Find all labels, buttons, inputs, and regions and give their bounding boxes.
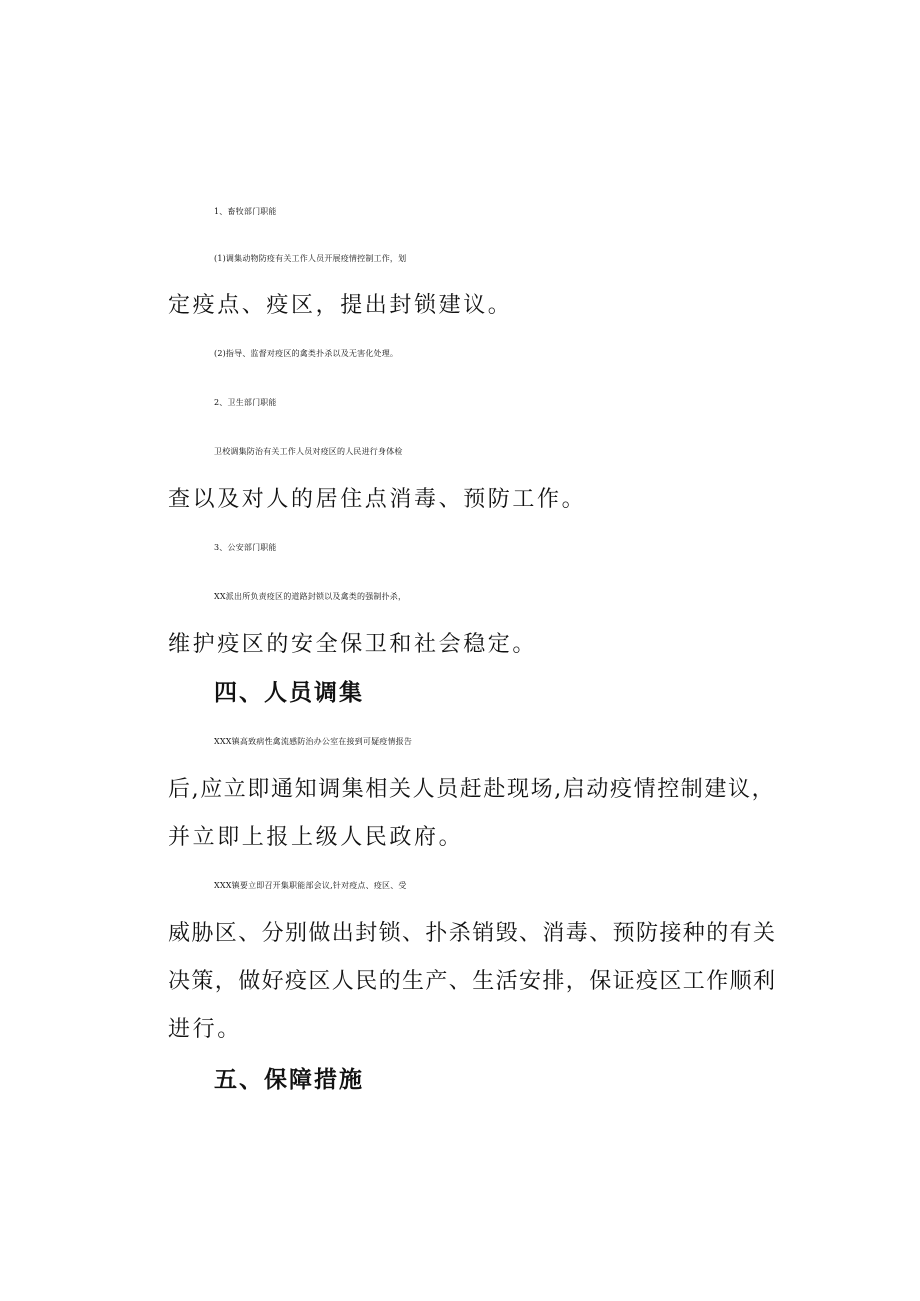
paragraph-line: (1)调集动物防疫有关工作人员开展疫情控制工作，划 xyxy=(214,254,407,263)
paragraph-line: XXX镇高致病性禽流感防治办公室在接到可疑疫情报告 xyxy=(214,737,413,746)
section-personnel-heading: 四、人员调集 xyxy=(214,680,364,706)
section-safeguards-heading: 五、保障措施 xyxy=(214,1067,364,1093)
paragraph-line: 进行。 xyxy=(168,1017,242,1042)
section-police-heading: 3、公安部门职能 xyxy=(214,543,277,552)
paragraph-line: 并立即上报上级人民政府。 xyxy=(168,825,464,850)
paragraph-line: 卫校调集防治有关工作人员对疫区的人民进行身体检 xyxy=(214,447,403,456)
paragraph-line: (2)指导、监督对疫区的禽类扑杀以及无害化处理。 xyxy=(214,349,399,358)
paragraph-line: 决策，做好疫区人民的生产、生活安排，保证疫区工作顺利 xyxy=(168,969,777,994)
paragraph-line: 维护疫区的安全保卫和社会稳定。 xyxy=(168,632,538,657)
section-health-heading: 2、卫生部门职能 xyxy=(214,398,277,407)
paragraph-line: 威胁区、分别做出封锁、扑杀销毁、消毒、预防接种的有关 xyxy=(168,921,777,946)
paragraph-line: XXX镇要立即召开集职能部会议,针对疫点、疫区、受 xyxy=(214,881,407,890)
paragraph-line: 定疫点、疫区，提出封锁建议。 xyxy=(168,293,513,318)
paragraph-line: 查以及对人的居住点消毒、预防工作。 xyxy=(168,487,587,512)
paragraph-line: XX派出所负责疫区的道路封锁以及禽类的强制扑杀， xyxy=(214,592,407,601)
section-livestock-heading: 1、畜牧部门职能 xyxy=(214,207,277,216)
paragraph-line: 后,应立即通知调集相关人员赶赴现场,启动疫情控制建议， xyxy=(168,777,776,802)
